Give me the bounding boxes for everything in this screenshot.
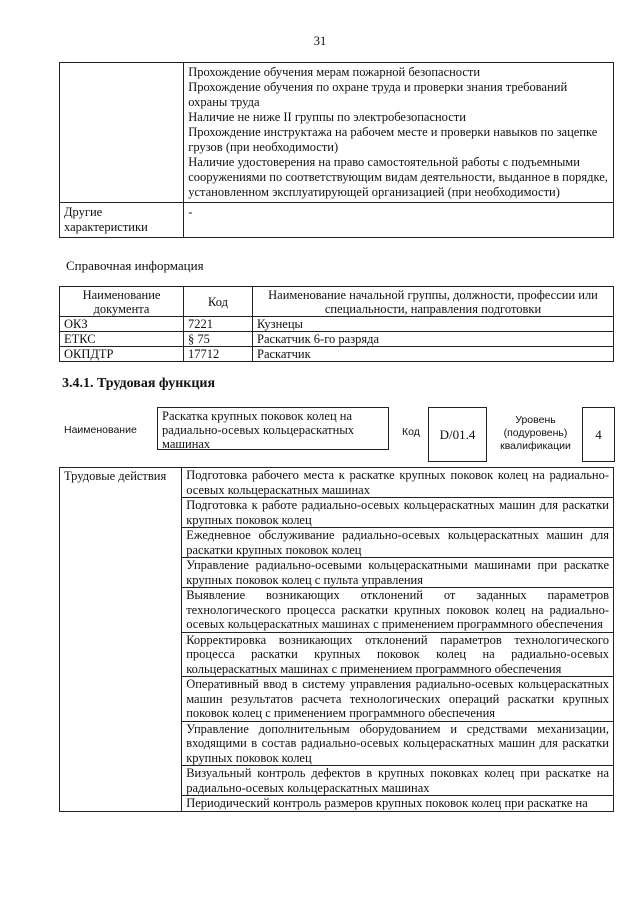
function-code-label: Код (402, 426, 420, 438)
reference-table (59, 286, 614, 362)
reference-header-doc: Наименование документа (60, 287, 184, 317)
function-code-value: D/01.4 (428, 407, 487, 462)
requirements-table (59, 62, 614, 238)
action-item: Периодический контроль размеров крупных поковок колец при раскатке на (182, 796, 614, 812)
action-item: Оперативный ввод в систему управления радиально-осевых кольцераскатных машин результатов расчета технологических операций раскатки крупных поковок колец с применением программного обеспечения (182, 677, 614, 722)
requirement-item: Прохождение обучения по охране труда и проверки знания требований охраны труда (188, 80, 568, 109)
reference-cell: 7221 (184, 317, 253, 332)
function-name-value: Раскатка крупных поковок колец на радиально-осевых кольцераскатных машинах (157, 407, 389, 450)
reference-cell: Кузнецы (253, 317, 614, 332)
actions-label: Трудовые действия (60, 468, 182, 812)
function-level-value: 4 (582, 407, 615, 462)
action-item: Ежедневное обслуживание радиально-осевых кольцераскатных машин для раскатки крупных поковок колец (182, 528, 614, 558)
action-item: Управление дополнительным оборудованием и средствами механизации, входящими в состав радиально-осевых кольцераскатных машин для раскатки крупных поковок колец (182, 721, 614, 766)
action-item: Подготовка к работе радиально-осевых кольцераскатных машин для раскатки крупных поковок колец (182, 498, 614, 528)
reference-cell: 17712 (184, 347, 253, 362)
function-level-label: Уровень (подуровень) квалификации (500, 414, 571, 452)
action-item: Визуальный контроль дефектов в крупных поковках колец при раскатке на радиально-осевых кольцераскатных машинах (182, 766, 614, 796)
action-item: Управление радиально-осевыми кольцераскатными машинами при раскатке крупных поковок колец с пульта управления (182, 558, 614, 588)
action-item: Корректировка возникающих отклонений параметров технологического процесса раскатки крупных поковок колец на радиально-осевых кольцераскатных машинах с применением программного обеспечения (182, 632, 614, 677)
action-item: Выявление возникающих отклонений от заданных параметров технологического процесса раскатки крупных поковок колец на радиально-осевых кольцераскатных машинах с применением программного обеспечения (182, 588, 614, 633)
other-value: - (184, 203, 614, 238)
requirement-item: Наличие удостоверения на право самостоятельной работы с подъемными сооружениями по соответствующим видам деятельности, выданное в порядке, установленном эксплуатирующей организацией (при необходимости) (188, 155, 608, 199)
reference-cell: ОКЗ (60, 317, 184, 332)
requirements-label-cell (60, 63, 184, 203)
reference-title: Справочная информация (66, 258, 204, 273)
actions-table (59, 467, 614, 812)
requirement-item: Прохождение инструктажа на рабочем месте и проверки навыков по зацепке грузов (при необходимости) (188, 125, 598, 154)
page-number: 31 (313, 34, 327, 48)
requirement-item: Наличие не ниже II группы по электробезопасности (188, 110, 466, 124)
section-title: 3.4.1. Трудовая функция (62, 376, 216, 391)
reference-cell: Раскатчик 6-го разряда (253, 332, 614, 347)
reference-cell: Раскатчик (253, 347, 614, 362)
other-label: Другие характеристики (60, 203, 184, 238)
reference-header-name: Наименование начальной группы, должности, профессии или специальности, направления подготовки (253, 287, 614, 317)
requirements-cell (184, 63, 614, 203)
reference-header-code: Код (184, 287, 253, 317)
action-item: Подготовка рабочего места к раскатке крупных поковок колец на радиально-осевых кольцераскатных машинах (182, 468, 614, 498)
reference-cell: § 75 (184, 332, 253, 347)
requirement-item: Прохождение обучения мерам пожарной безопасности (188, 65, 481, 79)
reference-cell: ЕТКС (60, 332, 184, 347)
reference-cell: ОКПДТР (60, 347, 184, 362)
function-name-label: Наименование (64, 424, 137, 436)
